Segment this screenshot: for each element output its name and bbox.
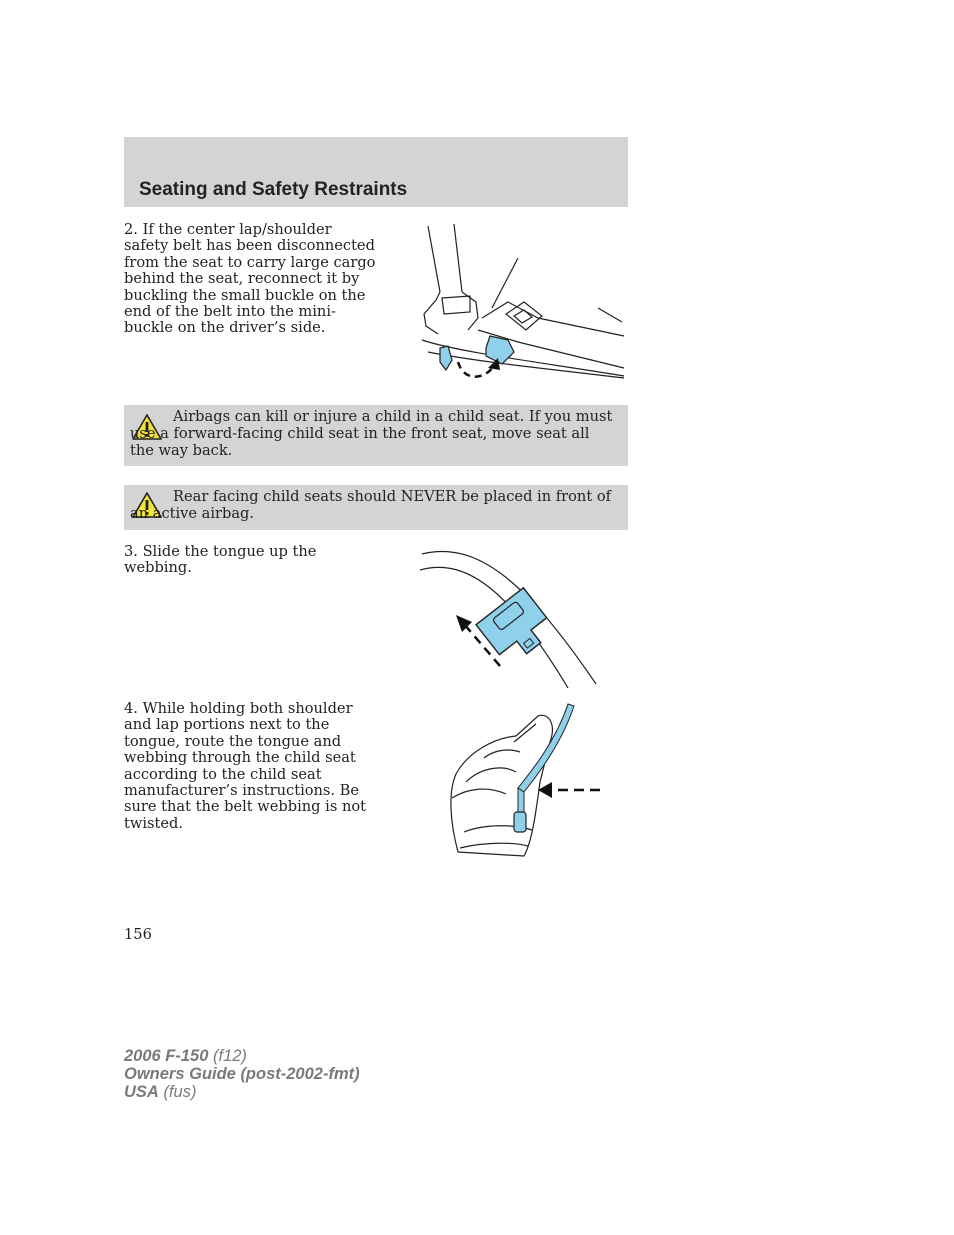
mini-buckle-icon bbox=[440, 346, 452, 370]
footer-model: 2006 F-150 bbox=[124, 1047, 209, 1065]
step-2-paragraph: 2. If the center lap/shoulder safety belt has been disconnected from the seat to carry large cargo behind the seat, reconnect it by buckling the small buckle on the end of the belt into the mini-buckle on the driver’s side. bbox=[124, 221, 376, 337]
section-title: Seating and Safety Restraints bbox=[139, 179, 408, 200]
footer-model-code: (f12) bbox=[213, 1047, 247, 1065]
small-buckle-icon bbox=[486, 336, 514, 364]
warning-text: Rear facing child seats should NEVER be placed in front of an active airbag. bbox=[130, 488, 612, 522]
step-4-paragraph: 4. While holding both shoulder and lap portions next to the tongue, route the tongue and webbing through the child seat according to the child seat manufacturer’s instructions. Be sure that the belt webbing is not twisted. bbox=[124, 700, 367, 832]
footer-guide: Owners Guide (post-2002-fmt) bbox=[124, 1065, 360, 1083]
footer-market: USA bbox=[124, 1083, 159, 1101]
belt-tongue-icon bbox=[514, 812, 526, 832]
warning-text: Airbags can kill or injure a child in a child seat. If you must use a forward-facing child seat in the front seat, move seat all the way back. bbox=[130, 408, 613, 459]
warning-box-rear-facing bbox=[124, 485, 628, 530]
document-footer bbox=[124, 1047, 360, 1101]
warning-box-airbag-child bbox=[124, 405, 628, 466]
page-number: 156 bbox=[124, 926, 152, 943]
footer-market-code: (fus) bbox=[163, 1083, 197, 1101]
child-seat-routing-illustration bbox=[444, 702, 604, 862]
step-3-paragraph: 3. Slide the tongue up the webbing. bbox=[124, 543, 317, 577]
slide-tongue-illustration bbox=[418, 544, 600, 690]
buckle-reconnect-illustration bbox=[418, 222, 628, 382]
section-header-band bbox=[124, 137, 628, 207]
